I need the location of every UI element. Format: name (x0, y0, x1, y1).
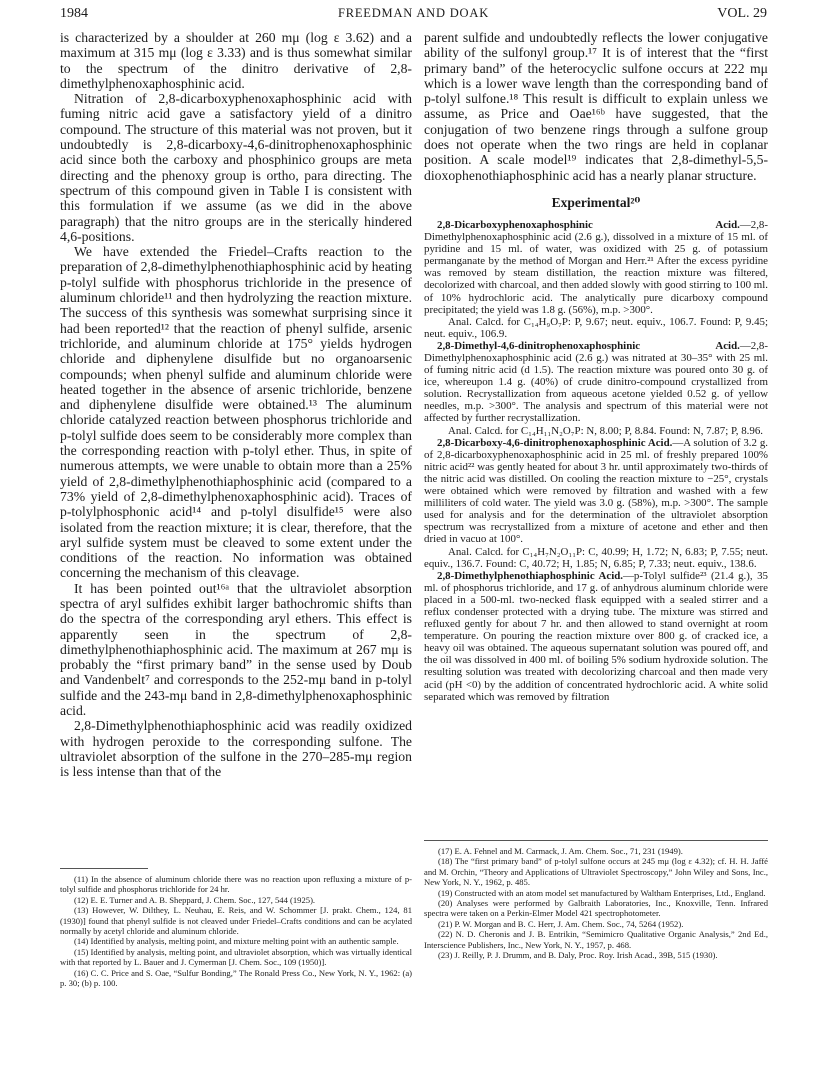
body-paragraph: 2,8-Dimethylphenothiaphosphinic acid was readily oxidized with hydrogen peroxide to the corresponding sulfone. The ultraviolet absorption of the sulfone in the 270–285-mμ region is less intense than that of the (60, 718, 412, 780)
footnotes-right (424, 840, 768, 960)
body-paragraph: We have extended the Friedel–Crafts reaction to the preparation of 2,8-dimethylphenothiaphosphinic acid by heating p-tolyl sulfide with phosphorus trichloride in the presence of aluminum chloride¹¹ and then hydrolyzing the reaction mixture. The success of this synthesis was somewhat surprising since it had been reported¹² that the reaction of phenyl sulfide, arsenic trichloride, and aluminum chloride at 175° yields hydrogen chloride and diphenylene disulfide but no organoarsenic compounds; when phenyl sulfide and aluminum chloride were heated together in the absence of arsenic trichloride, benzene and diphenylene disulfide were obtained.¹³ The aluminum chloride catalyzed reaction between phosphorus trichloride and p-tolyl sulfide does seem to be considerably more complex than the corresponding reaction with p-tolyl ether. Thus, in spite of numerous attempts, we were unable to obtain more than a 25% yield of 2,8-dimethylphenothiaphosphinic acid (compared to a 73% yield of 2,8-dimethylphenoxaphosphinic acid). Traces of p-tolylphosphonic acid¹⁴ and p-tolyl disulfide¹⁵ were also isolated from the reaction mixture; it is clear, therefore, that the aryl sulfide system must be cleaved to some extent under the conditions of the reaction. No information was obtained concerning the mechanism of this cleavage. (60, 244, 412, 581)
experimental-paragraph: 2,8-Dimethyl-4,6-dinitrophenoxaphosphinic Acid.—2,8-Dimethylphenoxaphosphinic acid (2.6 g.) was nitrated at 30–35° with 25 ml. of fuming nitric acid (d 1.5). The reaction mixture was poured onto 30 g. of ice, whereupon 1.4 g. (40%) of crude dinitro-compound crystallized from solution. Recrystallization from aqueous acetone yielded 0.52 g. of yellow needles, m.p. >300°. The analysis and spectrum of this material were not affected by further recrystallization. (424, 339, 768, 425)
body-paragraph: It has been pointed out¹⁶ᵃ that the ultraviolet absorption spectra of aryl sulfides exhibit larger bathochromic shifts than do the spectra of the corresponding aryl ethers. This effect is apparently seen in the spectrum of 2,8-dimethylphenothiaphosphinic acid. The maximum at 267 mμ is probably the “first primary band” in the sense used by Doub and Vandenbelt⁷ and corresponds to the 252-mμ band in p-tolyl sulfide and the 243-mμ band in 2,8-dimethylphenoxaphosphinic acid. (60, 580, 412, 719)
analysis-line: Anal. Calcd. for C₁₄H₉O₇P: P, 9.67; neut. equiv., 106.7. Found: P, 9.45; neut. equiv., 106.9. (424, 315, 768, 340)
body-paragraph: parent sulfide and undoubtedly reflects the lower conjugative ability of the sulfonyl group.¹⁷ It is of interest that the “first primary band” of the heterocyclic sulfone occurs at 222 mμ which is a lower wave length than the corresponding band of p-tolyl sulfone.¹⁸ This result is difficult to explain unless we assume, as Price and Oae¹⁶ᵇ have suggested, that the conjugation of two benzene rings through a sulfone group does not operate when the two rings are held in coplanar position. A scale model¹⁹ indicates that 2,8-dimethyl-5,5-dioxophenothiaphosphinic acid has a nearly planar structure. (424, 30, 768, 183)
page-number: 1984 (60, 6, 88, 21)
experimental-paragraph: 2,8-Dicarboxy-4,6-dinitrophenoxaphosphinic Acid.—A solution of 3.2 g. of 2,8-dicarboxyphenoxaphosphinic acid in 25 ml. of freshly prepared 100% nitric acid²² was gently heated for about 3 hr. until approximately two-thirds of the nitric acid was distilled. On cooling the reaction mixture to −25°, crystals were obtained which were removed by filtration and washed with a few milliliters of cold water. The yield was 3.0 g. (58%), m.p. >300°. The sample used for analysis and for the determination of the ultraviolet absorption spectrum was recrystallized from a mixture of acetone and ether and then dried in vacuo at 100°. (424, 436, 768, 546)
footnote: (22) N. D. Cheronis and J. B. Entrikin, “Semimicro Qualitative Organic Analysis,” 2nd Ed., Interscience Publishers, Inc., New York, N. Y., 1957, p. 468. (424, 929, 768, 950)
experimental-paragraph: 2,8-Dicarboxyphenoxaphosphinic Acid.—2,8-Dimethylphenoxaphosphinic acid (2.6 g.), dissolved in a mixture of 15 ml. of pyridine and 15 ml. of water, was oxidized with 25 g. of potassium permanganate by the method of Morgan and Herr.²¹ After the excess pyridine was removed by steam distillation, the reaction mixture was filtered, decolorized with charcoal, and then added slowly with good stirring to 100 ml. of 10% hydrochloric acid. The analytically pure dicarboxy compound precipitated; the yield was 1.8 g. (56%), m.p. >300°. (424, 218, 768, 316)
footnote: (21) P. W. Morgan and B. C. Herr, J. Am. Chem. Soc., 74, 5264 (1952). (438, 918, 684, 929)
body-paragraph: Nitration of 2,8-dicarboxyphenoxaphosphinic acid with fuming nitric acid gave a satisfactory yield of a dinitro compound. The structure of this material was not proven, but it undoubtedly is 2,8-dicarboxy-4,6-dinitrophenoxaphosphinic acid since both the carboxy and phosphinico groups are meta directing and the phenoxy group is ortho, para directing. The spectrum of this compound given in Table I is consistent with this formulation if we assume (as we did in the above paragraph) that the nitro groups are in the sterically hindered 4,6-positions. (60, 91, 412, 244)
volume-label: VOL. 29 (717, 6, 767, 21)
footnotes-left (60, 868, 412, 988)
running-header (60, 6, 767, 28)
footnote: (11) In the absence of aluminum chloride there was no reaction upon refluxing a mixture of p-tolyl sulfide and phosphorus trichloride for 24 hr. (60, 874, 412, 895)
experimental-heading: Experimental²⁰ (551, 194, 641, 210)
compound-title: 2,8-Dicarboxy-4,6-dinitrophenoxaphosphinic Acid. (437, 436, 673, 449)
footnote: (20) Analyses were performed by Galbraith Laboratories, Inc., Knoxville, Tenn. Infrared spectra were taken on a Perkin-Elmer Model 421 spectrophotometer. (424, 898, 768, 919)
footnote-rule (424, 840, 768, 841)
footnote: (18) The “first primary band” of p-tolyl sulfone occurs at 245 mμ (log ε 4.32); cf. H. H. Jaffé and M. Orchin, “Theory and Applications of Ultraviolet Spectroscopy,” John Wiley and Sons, Inc., New York, N. Y., 1962, p. 485. (424, 856, 768, 888)
compound-title: 2,8-Dimethyl-4,6-dinitrophenoxaphosphinic Acid. (437, 339, 740, 352)
analysis-line: Anal. Calcd. for C₁₄H₁₁N₂O₇P: N, 8.00; P, 8.84. Found: N, 7.87; P, 8.96. (448, 424, 764, 437)
footnote: (17) E. A. Fehnel and M. Carmack, J. Am. Chem. Soc., 71, 231 (1949). (438, 846, 683, 856)
footnote: (15) Identified by analysis, melting point, and ultraviolet absorption, which was virtually identical with that reported by L. Bauer and J. Cymerman [J. Chem. Soc., 109 (1950)]. (60, 946, 412, 968)
left-column (60, 30, 412, 780)
body-paragraph: is characterized by a shoulder at 260 mμ (log ε 3.62) and a maximum at 315 mμ (log ε 3.33) and is thus somewhat similar to the spectrum of the dinitro derivative of 2,8-dimethylphenoxaphosphinic acid. (60, 30, 412, 91)
footnote: (12) E. E. Turner and A. B. Sheppard, J. Chem. Soc., 127, 544 (1925). (74, 894, 316, 905)
footnote: (14) Identified by analysis, melting point, and mixture melting point with an authentic sample. (74, 936, 399, 947)
compound-title: 2,8-Dicarboxyphenoxaphosphinic Acid. (437, 218, 740, 231)
compound-title: 2,8-Dimethylphenothiaphosphinic Acid. (437, 569, 624, 582)
analysis-line: Anal. Calcd. for C₁₄H₇N₂O₁₁P: C, 40.99; H, 1.72; N, 6.83; P, 7.55; neut. equiv., 136.7. Found: C, 40.72; H, 1.85; N, 6.85; P, 7.33; neut. equiv., 138.6. (424, 545, 768, 570)
running-title: FREEDMAN AND DOAK (337, 6, 490, 20)
footnote-rule (60, 868, 148, 869)
right-column (424, 30, 768, 703)
footnote: (23) J. Reilly, P. J. Drumm, and B. Daly, Proc. Roy. Irish Acad., 39B, 515 (1930). (438, 950, 718, 961)
experimental-section (424, 219, 768, 703)
footnote: (19) Constructed with an atom model set manufactured by Waltham Enterprises, Ltd., England. (438, 887, 766, 898)
footnote: (16) C. C. Price and S. Oae, “Sulfur Bonding,” The Ronald Press Co., New York, N. Y., 1962: (a) p. 30; (b) p. 100. (60, 967, 412, 989)
experimental-paragraph: 2,8-Dimethylphenothiaphosphinic Acid.—p-Tolyl sulfide²³ (21.4 g.), 35 ml. of phosphorus trichloride, and 17 g. of anhydrous aluminum chloride were placed in a 500-ml. two-necked flask equipped with a sealed stirrer and a reflux condenser protected with a drying tube. The mixture was stirred and refluxed gently for about 7 hr. and then allowed to stand overnight at room temperature. On pouring the reaction mixture over 800 g. of cracked ice, a heavy oil was obtained. The aqueous supernatant solution was poured off, and the oil was dissolved in 400 ml. of boiling 5% sodium hydroxide solution. The resulting solution was treated with decolorizing charcoal and then made very acid (pH <0) by the addition of concentrated hydrochloric acid. A white solid separated which was removed by filtration (424, 569, 768, 703)
footnote: (13) However, W. Dilthey, L. Neuhau, E. Reis, and W. Schommer [J. prakt. Chem., 124, 81 (1930)] found that phenyl sulfide is not cleaved under Friedel–Crafts conditions and can be acylated normally by acetyl chloride and aluminum chloride. (60, 905, 412, 937)
